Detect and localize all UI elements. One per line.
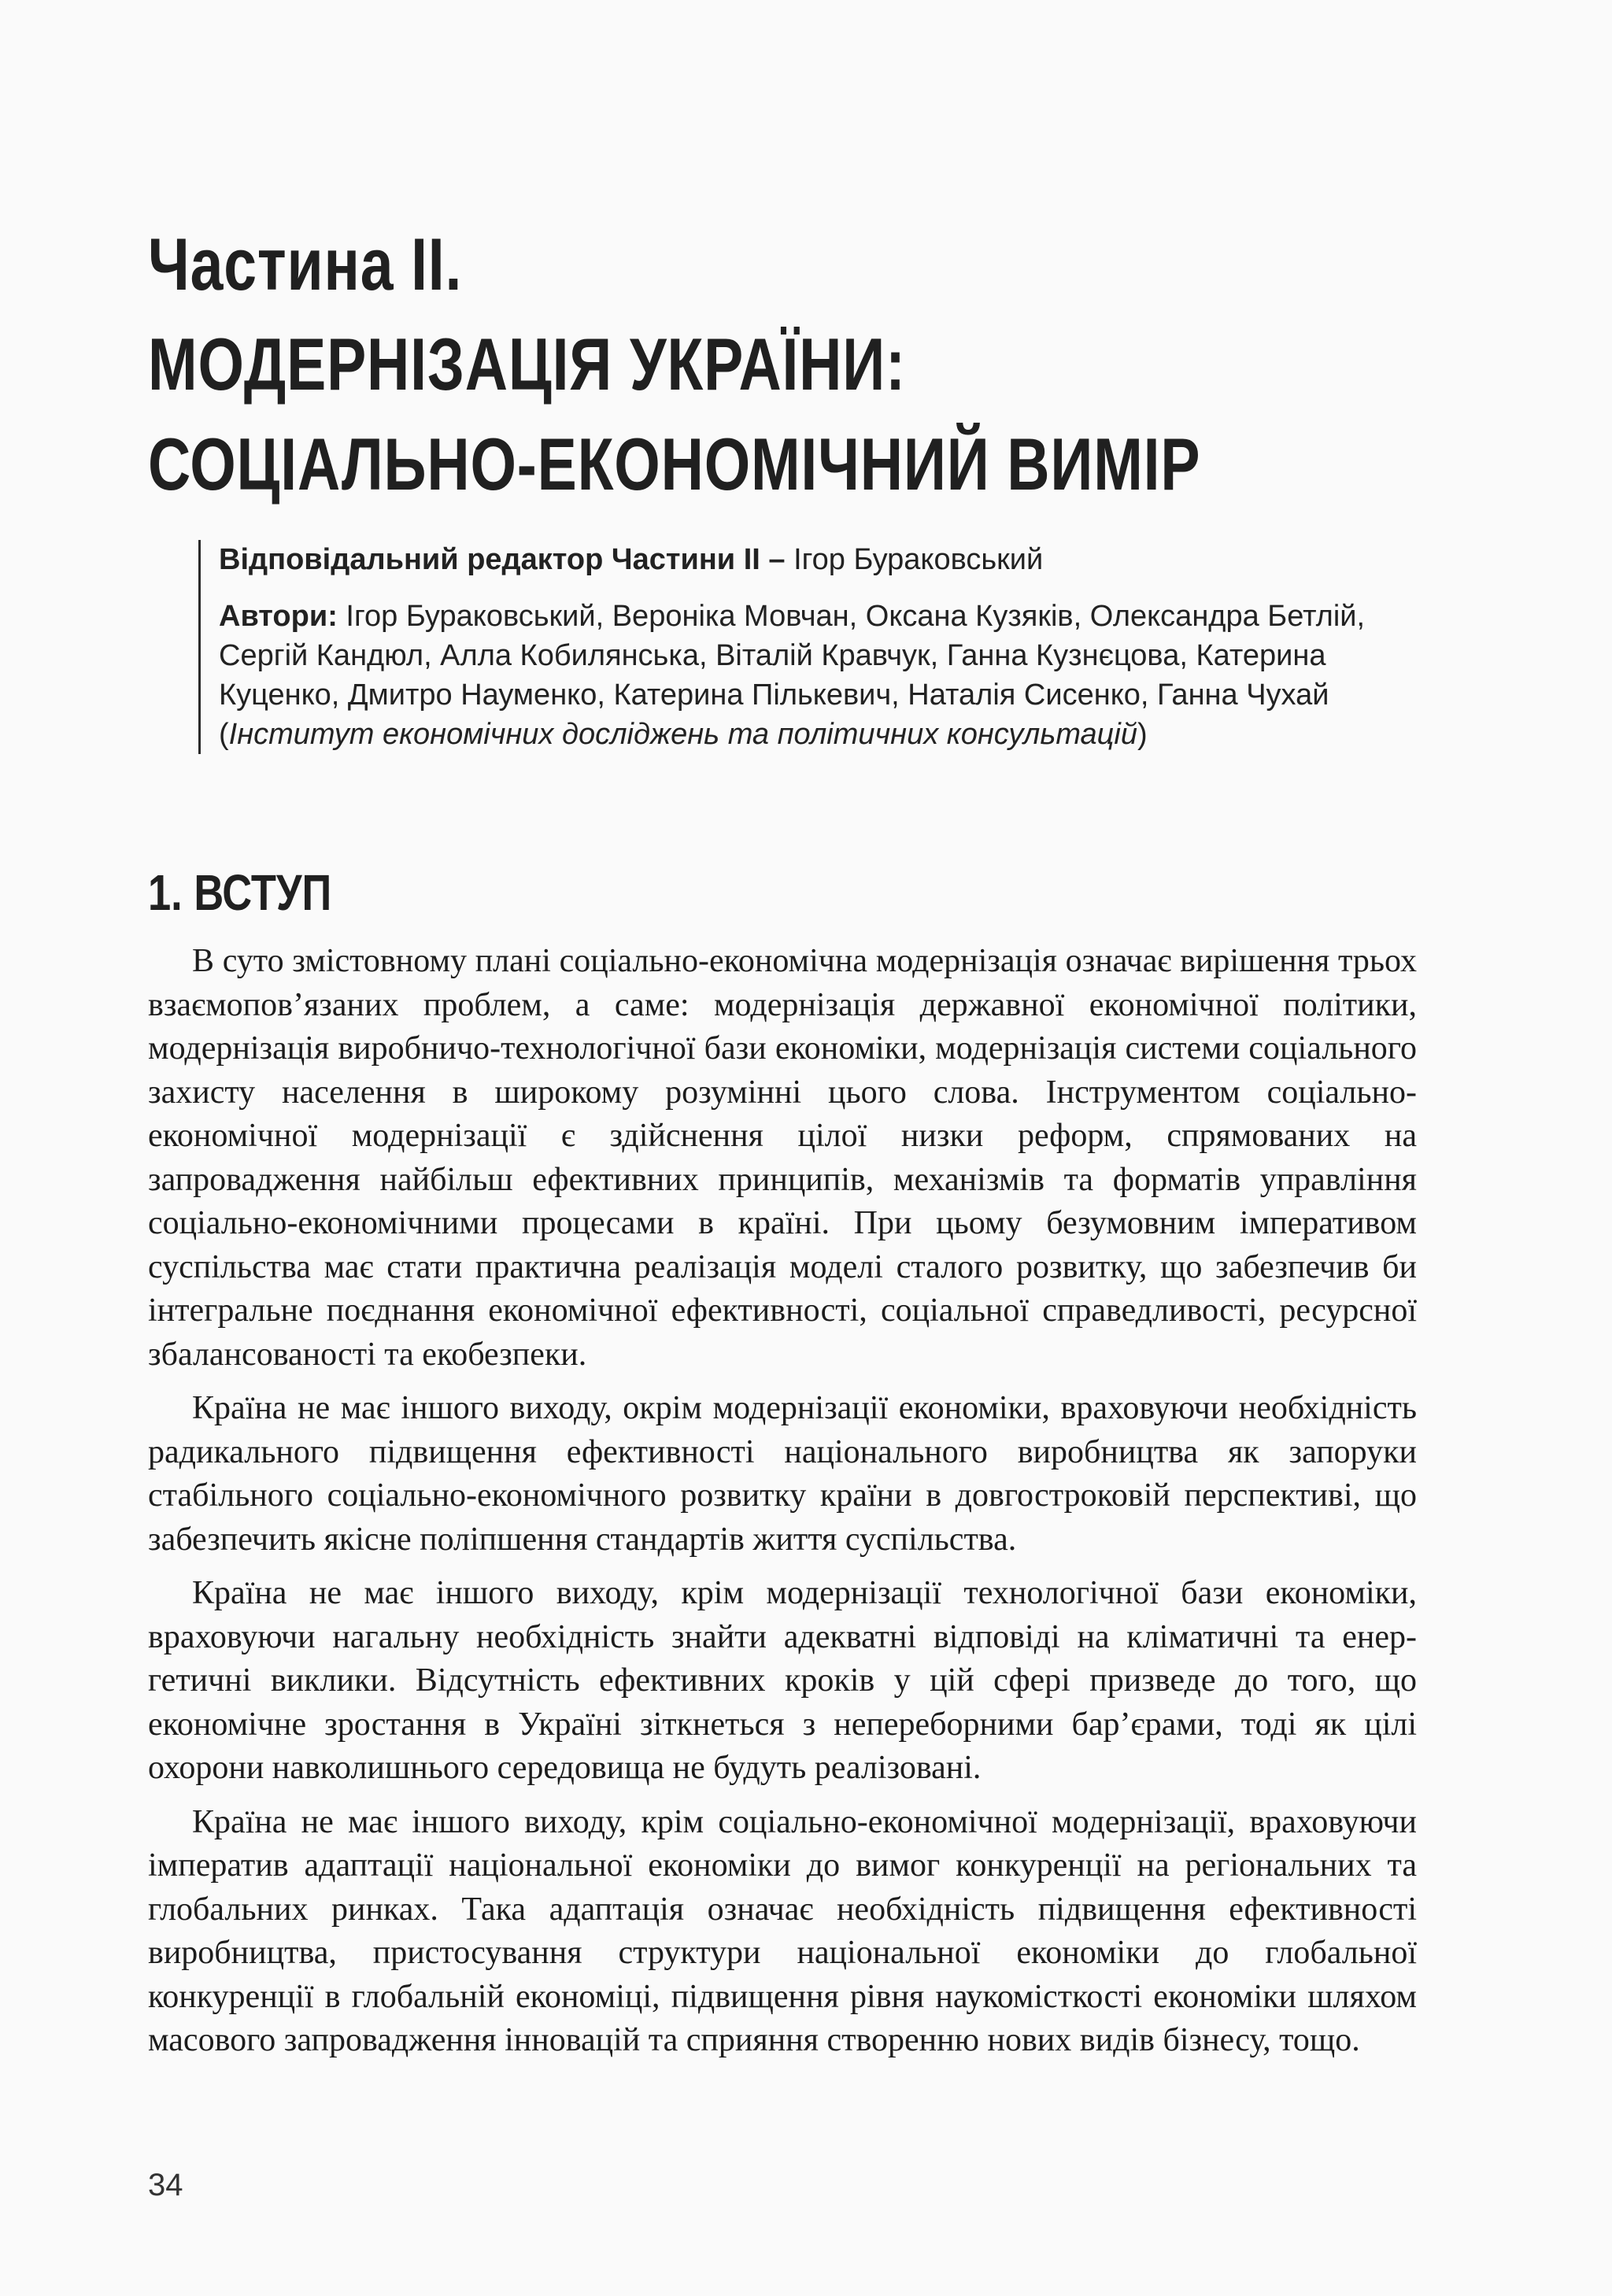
authors-label: Автори: xyxy=(219,600,346,633)
body-text xyxy=(148,940,1417,2073)
page-number: 34 xyxy=(148,2168,183,2202)
responsible-editor xyxy=(219,540,1447,579)
paragraph: Країна не має іншого виходу, крім соціально-економічної модернізації, враховуючи імператив адаптації національної економіки до вимог конкуренції на регіональних та глобальних ринках. Така адаптація означає необхідність підвищення ефективності виробництва, пристосування структури національної економіки до глобальної конкуренції в глобальній економіці, підвищення рівня наукомісткості економіки шляхом масового запровадження інновацій та сприяння створенню нових видів бізнесу, тощо. xyxy=(148,1803,1417,2058)
authors xyxy=(219,597,1447,754)
part-title-line-2: МОДЕРНІЗАЦІЯ УКРАЇНИ: xyxy=(148,323,906,405)
authors-list: Ігор Бураковський, Вероніка Мовчан, Оксана Кузяків, Олександра Бетлій, Сергій Кандюл, Алла Кобилянська, Віталій Кравчук, Ганна Кузнєцова, Катерина Куценко, Дмитро Науменко, Катерина Пількевич, Наталія Сисенко, Ганна Чухай ( xyxy=(219,600,1366,751)
authors-close: ) xyxy=(1137,718,1148,751)
paragraph: Країна не має іншого виходу, окрім модернізації економіки, враховуючи необхідність радикального підвищення ефективності національного виробництва як запоруки стабільного соціально-економічного розвитку країни в довгостроковій перспективі, що забезпечить якісне поліпшення стандартів життя суспільства. xyxy=(148,1390,1417,1558)
paragraph: В суто змістовному плані соціально-економічна модернізація означає вирішення трьох взаємопов’язаних проблем, а саме: модернізація державної економічної політики, модернізація виробничо-технологічної бази економіки, модернізація системи соціального захисту населення в широкому розумінні цього слова. Інструментом соціально-економічної модернізації є здійснення цілої низки реформ, спрямованих на запровадження найбільш ефективних принципів, механізмів та форматів управління соціально-економічними процесами в країні. При цьому безумовним імперативом суспільства має стати практична реалізація моделі сталого розвитку, що забезпечив би інтегральне поєднання економічної ефективності, соціальної справедливості, ресурсної збалансованості та екобезпеки. xyxy=(148,943,1417,1373)
editor-name: Ігор Бураковський xyxy=(793,543,1044,576)
part-title xyxy=(148,214,1218,514)
paragraph: Країна не має іншого виходу, крім модернізації технологічної бази економіки, враховуючи нагальну необхідність знайти адекватні відповіді на кліматичні та енергетичні виклики. Відсутність ефективних кроків у цій сфері призведе до того, що економічне зростання в Україні зіткнеться з непереборними бар’єрами, тоді як цілі охорони навколишнього середовища не будуть реалізовані. xyxy=(148,1575,1417,1786)
credits-block xyxy=(198,540,1447,754)
editor-label: Відповідальний редактор Частини ІІ – xyxy=(219,543,794,576)
section-title: 1. ВСТУП xyxy=(148,864,332,921)
part-title-line-3: СОЦІАЛЬНО-ЕКОНОМІЧНИЙ ВИМІР xyxy=(148,423,1201,505)
part-title-line-1: Частина ІІ. xyxy=(148,223,463,305)
institution-name: Інститут економічних досліджень та політичних консультацій xyxy=(228,718,1137,751)
